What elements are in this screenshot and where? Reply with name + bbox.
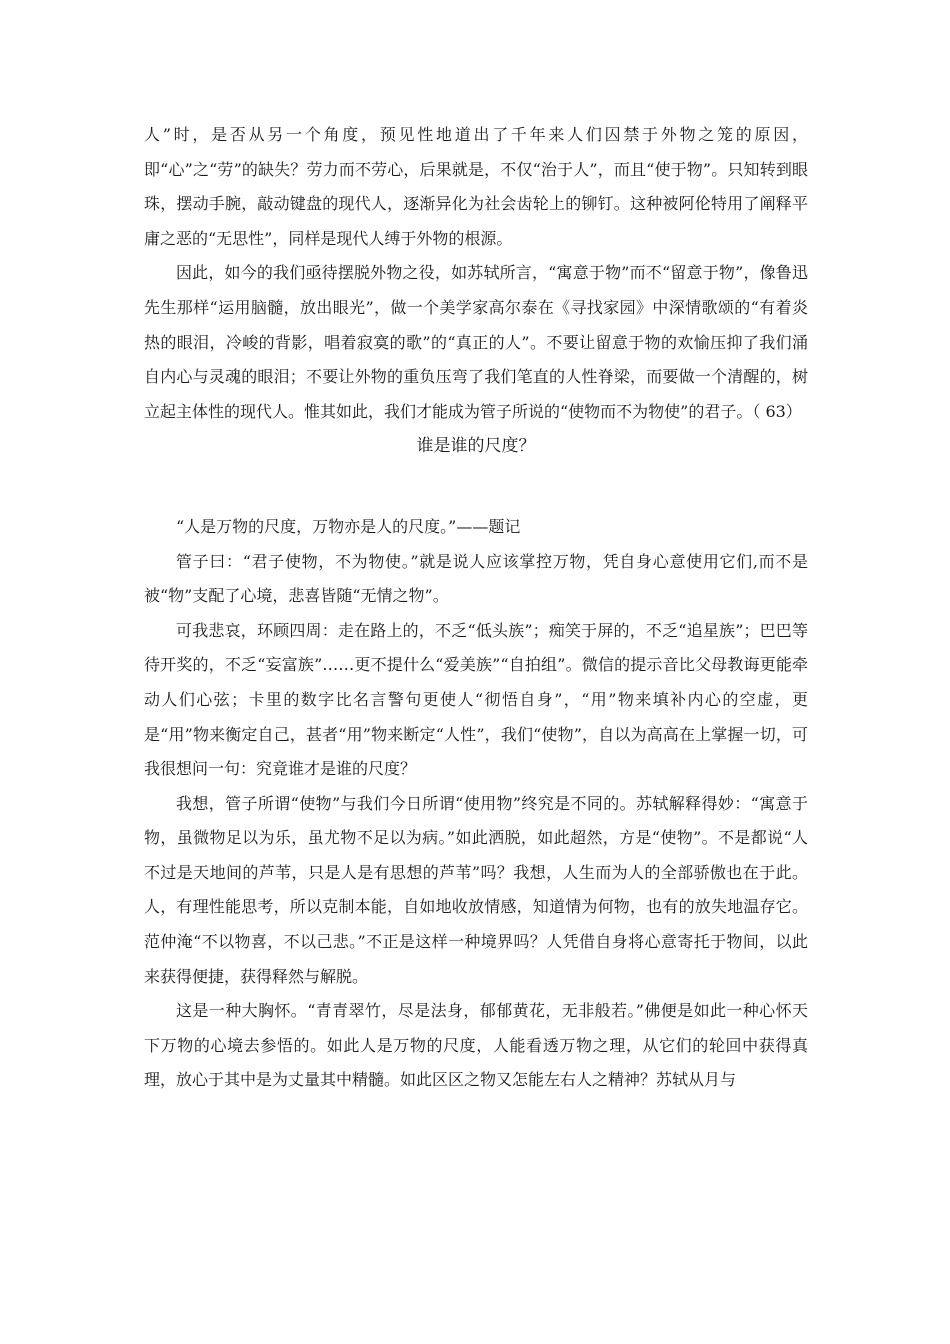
essay2-paragraph-1: 管子曰：“君子使物，不为物使。”就是说人应该掌控万物，凭自身心意使用它们,而不是被“物”支配了心境，悲喜皆随“无情之物”。: [144, 551, 808, 606]
essay1-paragraph-2: 因此，如今的我们亟待摆脱外物之役，如苏轼所言，“寓意于物”而不“留意于物”，像鲁迅先生那样“运用脑髓，放出眼光”，做一个美学家高尔泰在《寻找家园》中深情歌颂的“有着炎热的眼泪，冷峻的背影，唱着寂寞的歌”的“真正的人”。不要让留意于物的欢愉压抑了我们涌自内心与灵魂的眼泪；不要让外物的重负压弯了我们笔直的人性脊梁，而要做一个清醒的，树立起主体性的现代人。惟其如此，我们才能成为管子所说的“使物而不为物使”的君子。（ 63）: [144, 263, 808, 421]
essay2-paragraph-3: 我想，管子所谓“使物”与我们今日所谓“使用物”终究是不同的。苏轼解释得妙：“寓意于物，虽微物足以为乐，虽尤物不足以为病。”如此洒脱，如此超然，方是“使物”。不是都说“人不过是天地间的芦苇，只是人是有思想的芦苇”吗？我想，人生而为人的全部骄傲也在于此。人，有理性能思考，所以克制本能，自如地收放情感，知道情为何物，也有的放失地温存它。范仲淹“不以物喜，不以己悲。”不正是这样一种境界吗？人凭借自身将心意寄托于物间，以此来获得便捷，获得释然与解脱。: [144, 793, 808, 986]
essay2-paragraph-4: 这是一种大胸怀。“青青翠竹，尽是法身，郁郁黄花，无非般若。”佛便是如此一种心怀天下万物的心境去参悟的。如此人是万物的尺度，人能看透万物之理，从它们的轮回中获得真理，放心于其中是为丈量其中精髓。如此区区之物又怎能左右人之精神？苏轼从月与: [144, 1001, 808, 1090]
document-page: [144, 118, 808, 1098]
essay2-title: 谁是谁的尺度？: [416, 436, 536, 457]
essay2-epigraph: “人是万物的尺度，万物亦是人的尺度。”——题记: [176, 516, 521, 536]
essay2-paragraph-2: 可我悲哀，环顾四周：走在路上的，不乏“低头族”；痴笑于屏的，不乏“追星族”；巴巴等待开奖的，不乏“妄富族”……更不提什么“爱美族”“自拍组”。微信的提示音比父母教诲更能牵动人们心弦；卡里的数字比名言警句更使人“彻悟自身”，“用”物来填补内心的空虚，更是“用”物来衡定自己，甚者“用”物来断定“人性”，我们“使物”，自以为高高在上掌握一切，可我很想问一句：究竟谁才是谁的尺度？: [144, 620, 808, 779]
essay1-paragraph-1: 人”时，是否从另一个角度，预见性地道出了千年来人们囚禁于外物之笼的原因，即“心”之“劳”的缺失？劳力而不劳心，后果就是，不仅“治于人”，而且“使于物”。只知转到眼珠，摆动手腕，敲动键盘的现代人，逐渐异化为社会齿轮上的铆钉。这种被阿伦特用了阐释平庸之恶的“无思性”，同样是现代人缚于外物的根源。: [144, 125, 808, 248]
